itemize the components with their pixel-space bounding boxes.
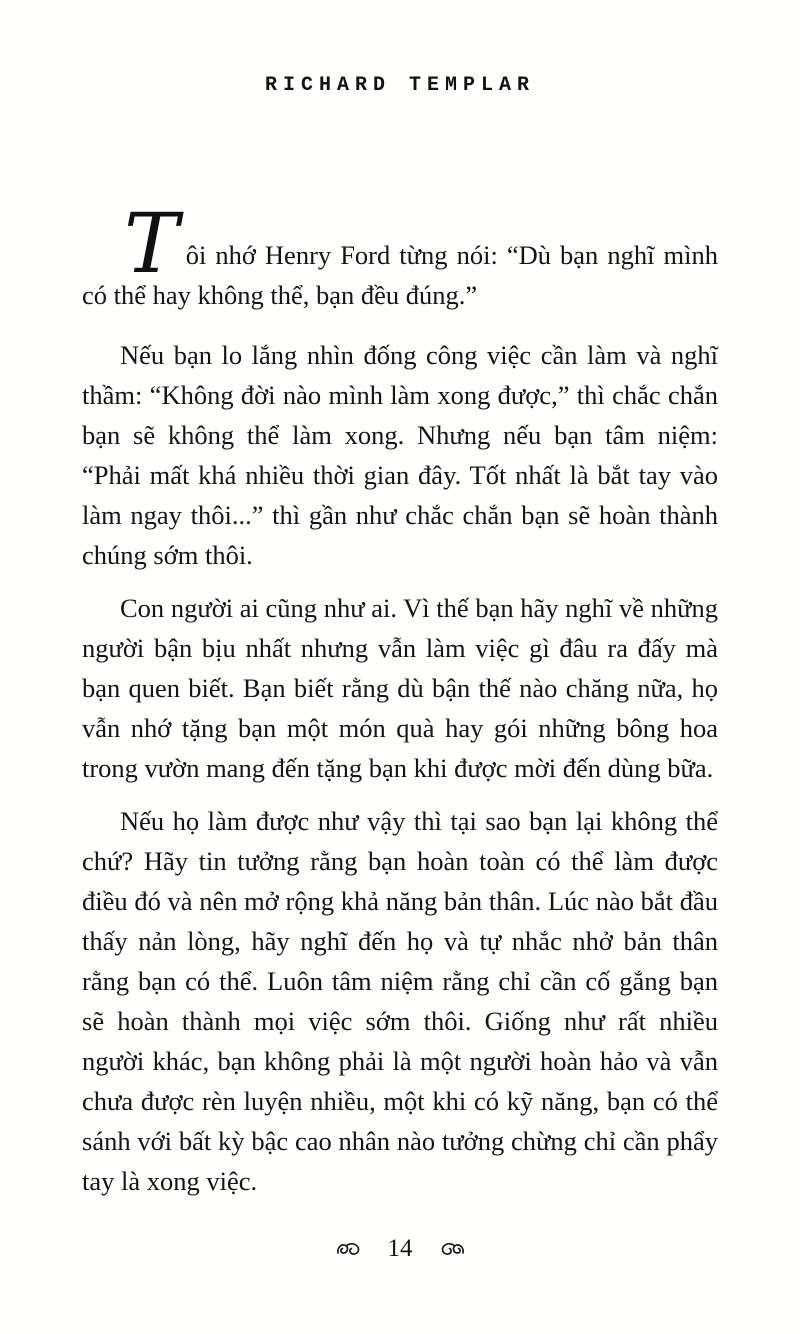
page-content	[82, 197, 718, 1201]
paragraph: Con người ai cũng như ai. Vì thế bạn hãy nghĩ về những người bận bịu nhất nhưng vẫn làm việc gì đâu ra đấy mà bạn quen biết. Bạn biết rằng dù bận thế nào chăng nữa, họ vẫn nhớ tặng bạn một món quà hay gói những bông hoa trong vườn mang đến tặng bạn khi được mời đến dùng bữa.	[82, 593, 718, 783]
page-number: 14	[387, 1235, 413, 1262]
paragraph: Nếu bạn lo lắng nhìn đống công việc cần làm và nghĩ thầm: “Không đời nào mình làm xong được,” thì chắc chắn bạn sẽ không thể làm xong. Nhưng nếu bạn tâm niệm: “Phải mất khá nhiều thời gian đây. Tốt nhất là bắt tay vào làm ngay thôi...” thì gần như chắc chắn bạn sẽ hoàn thành chúng sớm thôi.	[82, 340, 718, 570]
running-header: RICHARD TEMPLAR	[264, 74, 536, 97]
paragraph-opening-text: ôi nhớ Henry Ford từng nói: “Dù bạn nghĩ mình có thể hay không thể, bạn đều đúng.”	[82, 240, 718, 310]
fleuron-left-icon	[336, 1241, 362, 1257]
paragraph-opening: Tôi nhớ Henry Ford từng nói: “Dù bạn nghĩ mình có thể hay không thể, bạn đều đúng.”	[82, 197, 718, 310]
paragraph: Nếu họ làm được như vậy thì tại sao bạn lại không thể chứ? Hãy tin tưởng rằng bạn hoàn toàn có thể làm được điều đó và nên mở rộng khả năng bản thân. Lúc nào bắt đầu thấy nản lòng, hãy nghĩ đến họ và tự nhắc nhở bản thân rằng bạn có thể. Luôn tâm niệm rằng chỉ cần cố gắng bạn sẽ hoàn thành mọi việc sớm thôi. Giống như rất nhiều người khác, bạn không phải là một người hoàn hảo và vẫn chưa được rèn luyện nhiều, một khi có kỹ năng, bạn có thể sánh với bất kỳ bậc cao nhân nào tưởng chừng chỉ cần phẩy tay là xong việc.	[82, 806, 718, 1196]
page-footer	[0, 1236, 800, 1261]
fleuron-right-icon	[439, 1241, 465, 1257]
